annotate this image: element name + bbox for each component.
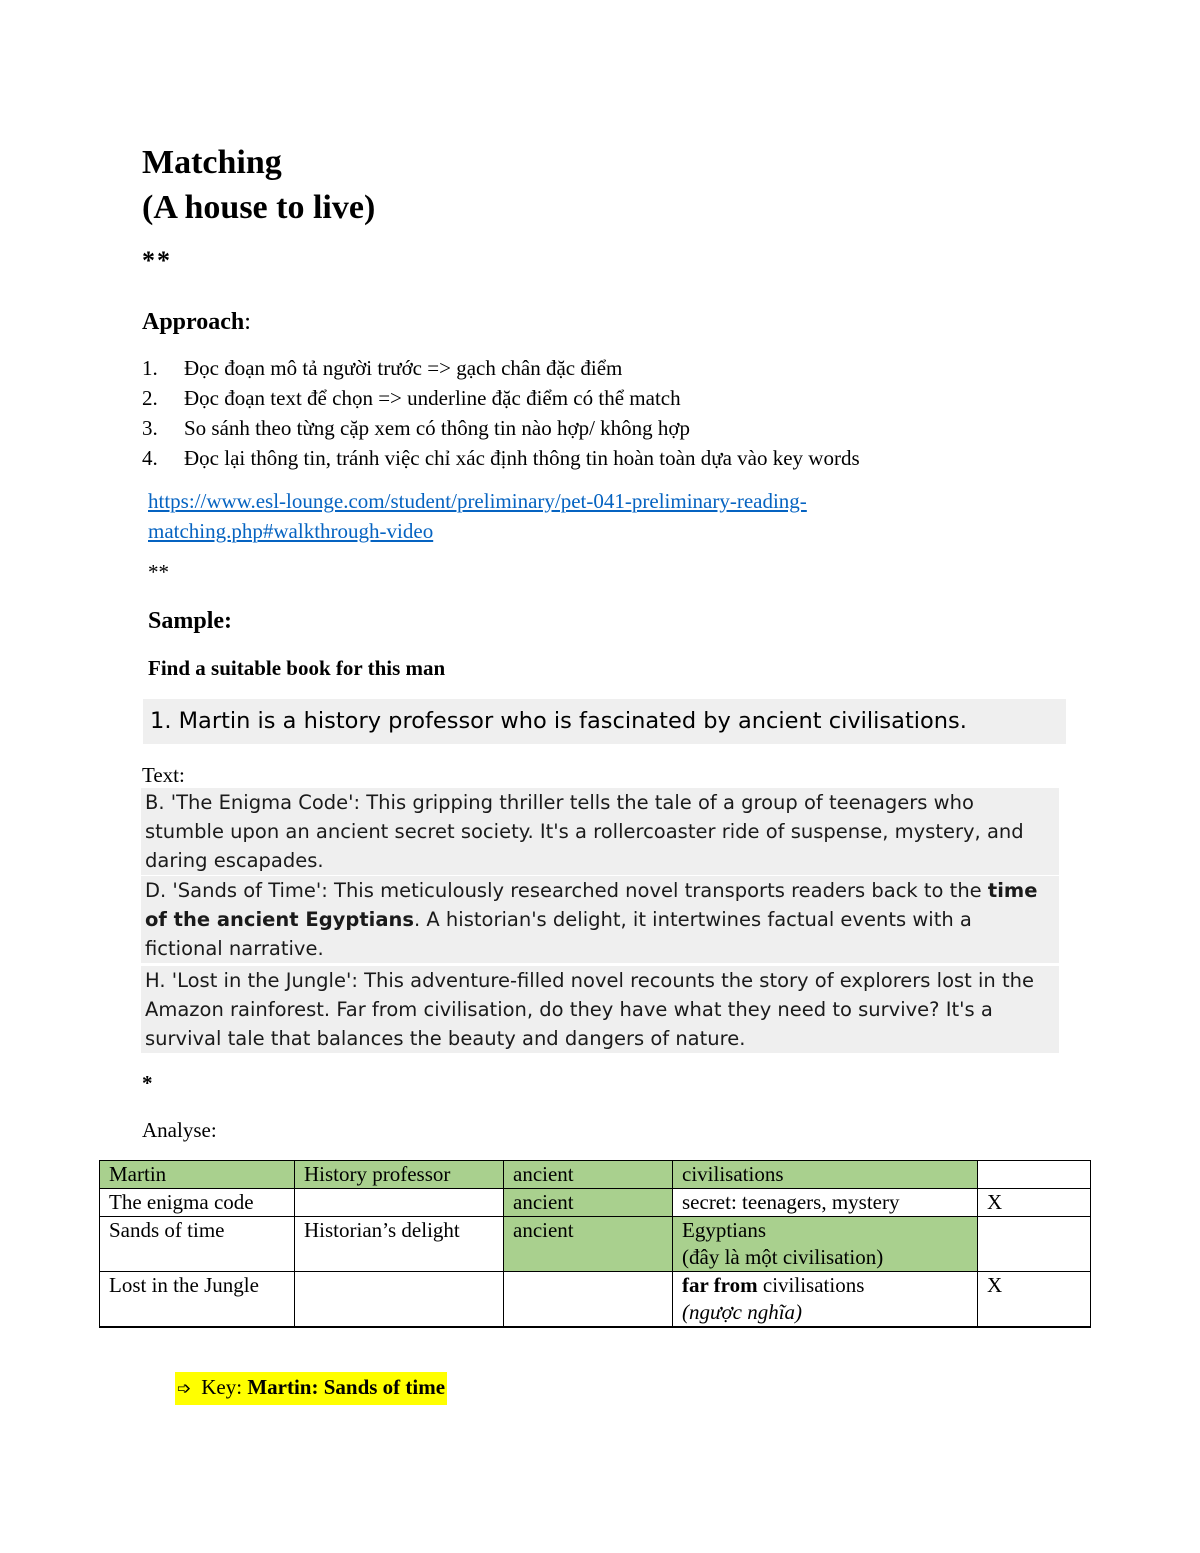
step-number: 2. bbox=[142, 386, 158, 410]
analysis-table bbox=[99, 1160, 1091, 1328]
table-cell: Sands of time bbox=[100, 1217, 295, 1272]
answer-key bbox=[175, 1372, 447, 1405]
table-cell: ancient bbox=[504, 1189, 673, 1217]
cell-line: Egyptians bbox=[682, 1218, 766, 1242]
table-row bbox=[100, 1189, 1091, 1217]
martin-description: 1. Martin is a history professor who is fascinated by ancient civilisations. bbox=[143, 699, 1066, 744]
table-cell bbox=[673, 1272, 978, 1328]
section-separator-single: * bbox=[142, 1071, 153, 1095]
table-row bbox=[100, 1161, 1091, 1189]
list-item bbox=[142, 413, 860, 443]
cell-line bbox=[682, 1272, 968, 1299]
table-cell: ancient bbox=[504, 1217, 673, 1272]
step-number: 3. bbox=[142, 416, 158, 440]
title-line-1: Matching bbox=[142, 144, 282, 181]
task-instruction: Find a suitable book for this man bbox=[148, 656, 446, 680]
sample-heading: Sample: bbox=[148, 608, 232, 634]
table-cell: Lost in the Jungle bbox=[100, 1272, 295, 1328]
passage-d bbox=[141, 876, 1059, 963]
passage-h: H. 'Lost in the Jungle': This adventure-filled novel recounts the story of explorers lost in the Amazon rainforest. Far from civilisation, do they have what they need to survive? It's a survival tale that balances the beauty and dangers of nature. bbox=[141, 966, 1059, 1053]
section-separator: ** bbox=[142, 246, 172, 275]
approach-heading bbox=[142, 305, 251, 339]
table-row bbox=[100, 1272, 1091, 1328]
table-cell bbox=[295, 1272, 504, 1328]
page-title bbox=[142, 140, 375, 230]
title-line-2: (A house to live) bbox=[142, 189, 376, 226]
table-cell bbox=[978, 1217, 1091, 1272]
table-cell: The enigma code bbox=[100, 1189, 295, 1217]
step-number: 4. bbox=[142, 446, 158, 470]
table-cell: civilisations bbox=[673, 1161, 978, 1189]
passage-b: B. 'The Enigma Code': This gripping thriller tells the tale of a group of teenagers who stumble upon an ancient secret society. It's a rollercoaster ride of suspense, mystery, and daring escapades. bbox=[141, 788, 1059, 875]
table-cell: History professor bbox=[295, 1161, 504, 1189]
table-cell: secret: teenagers, mystery bbox=[673, 1189, 978, 1217]
list-item bbox=[142, 353, 860, 383]
table-cell bbox=[673, 1217, 978, 1272]
table-cell: Martin bbox=[100, 1161, 295, 1189]
text-label: Text: bbox=[142, 763, 185, 787]
cell-italic: (ngược nghĩa) bbox=[682, 1300, 803, 1324]
table-cell: X bbox=[978, 1272, 1091, 1328]
step-text: Đọc lại thông tin, tránh việc chỉ xác định thông tin hoàn toàn dựa vào key words bbox=[184, 446, 860, 470]
cell-text: civilisations bbox=[757, 1273, 865, 1297]
walkthrough-video-link[interactable] bbox=[148, 486, 928, 546]
approach-label: Approach bbox=[142, 309, 245, 335]
list-item bbox=[142, 383, 860, 413]
step-number: 1. bbox=[142, 356, 158, 380]
cell-bold: far from bbox=[682, 1273, 758, 1297]
table-row bbox=[100, 1217, 1091, 1272]
cell-line: (đây là một civilisation) bbox=[682, 1245, 884, 1269]
cell-line bbox=[682, 1299, 968, 1326]
table-cell bbox=[295, 1189, 504, 1217]
list-item bbox=[142, 443, 860, 473]
passage-d-after: . A historian's delight, it intertwines factual events with a fictional narrative. bbox=[145, 908, 972, 960]
passage-d-bold: time of the ancient Egyptians bbox=[145, 879, 1038, 931]
approach-steps-list bbox=[142, 353, 860, 473]
section-separator-small: ** bbox=[148, 560, 169, 584]
link-line-1: https://www.esl-lounge.com/student/preliminary/pet-041-preliminary-reading- bbox=[148, 489, 807, 513]
table-cell: ancient bbox=[504, 1161, 673, 1189]
table-cell: X bbox=[978, 1189, 1091, 1217]
arrow-right-icon: ➩ bbox=[177, 1379, 192, 1399]
passage-d-before: D. 'Sands of Time': This meticulously researched novel transports readers back to the bbox=[145, 879, 988, 902]
step-text: Đọc đoạn mô tả người trước => gạch chân đặc điểm bbox=[184, 356, 623, 380]
table-cell bbox=[504, 1272, 673, 1328]
approach-colon: : bbox=[244, 309, 251, 335]
table-cell: Historian’s delight bbox=[295, 1217, 504, 1272]
step-text: Đọc đoạn text để chọn => underline đặc điểm có thể match bbox=[184, 386, 681, 410]
analyse-label: Analyse: bbox=[142, 1118, 217, 1142]
step-text: So sánh theo từng cặp xem có thông tin nào hợp/ không hợp bbox=[184, 416, 691, 440]
table-cell bbox=[978, 1161, 1091, 1189]
link-line-2: matching.php#walkthrough-video bbox=[148, 519, 434, 543]
key-label: Key: bbox=[201, 1375, 248, 1399]
key-answer: Martin: Sands of time bbox=[247, 1375, 446, 1399]
